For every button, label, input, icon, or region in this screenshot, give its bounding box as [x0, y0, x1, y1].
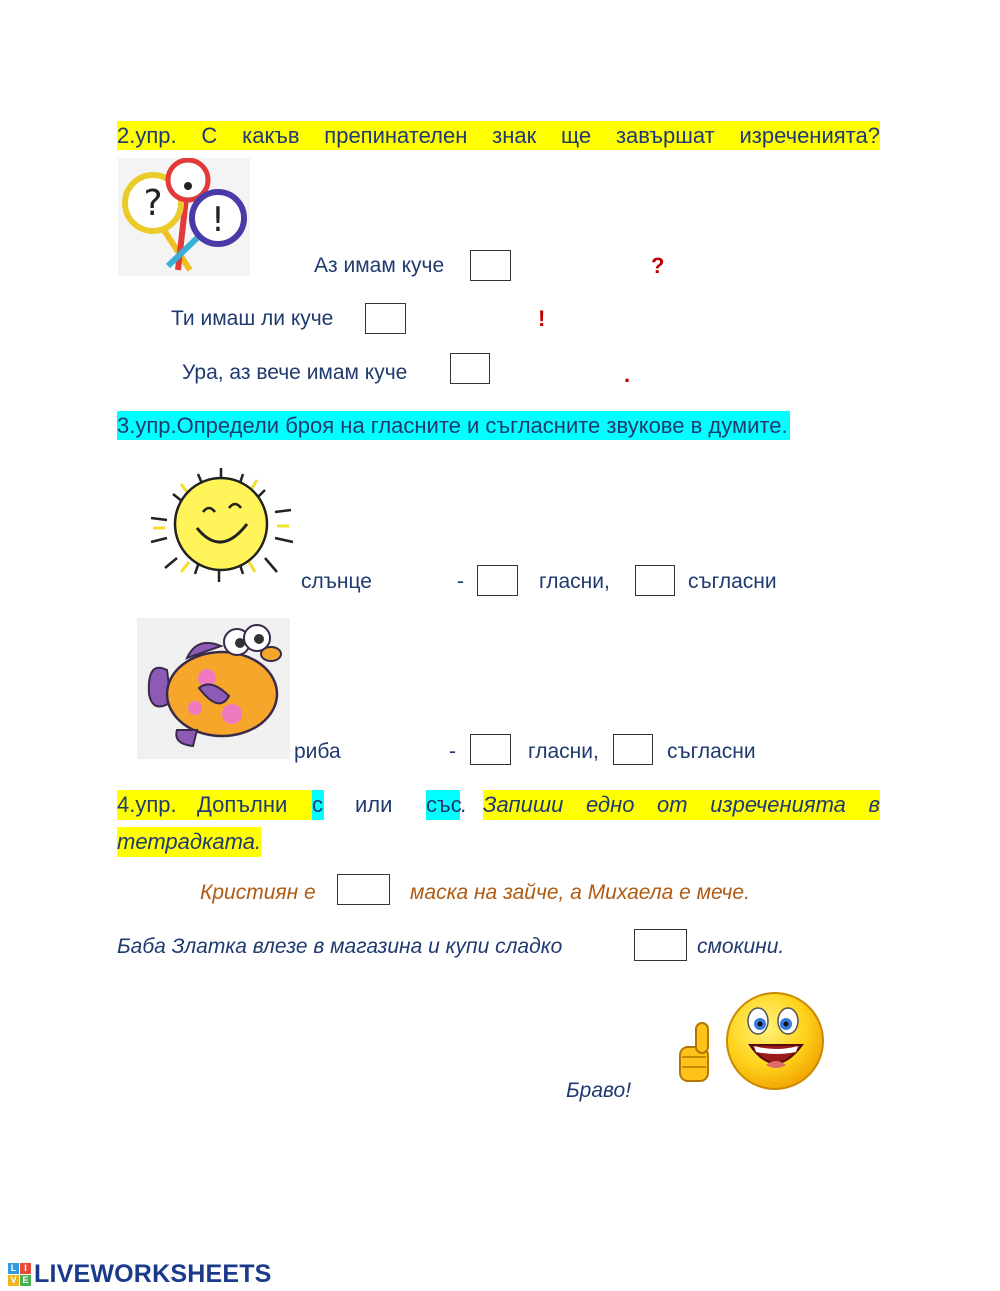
ex4-title-line-1 — [117, 790, 880, 820]
ex2-title — [117, 121, 880, 150]
svg-text:?: ? — [143, 183, 163, 224]
logo-letter: V — [8, 1275, 19, 1286]
thumbs-up-smiley-image — [670, 985, 874, 1103]
ex2-mark-question[interactable]: ? — [651, 253, 665, 278]
ex4-answer-box-1[interactable] — [337, 874, 390, 905]
ex3-vowels-label-2: гласни, — [528, 740, 599, 763]
ex2-title-word: ще — [561, 123, 592, 148]
ex3-consonants-label-2: съгласни — [667, 740, 756, 763]
ex3-vowels-label-1: гласни, — [539, 570, 610, 593]
ex4-or: или — [355, 792, 393, 817]
ex2-sentence-2: Ти имаш ли куче — [171, 307, 334, 330]
ex2-answer-box-1[interactable] — [470, 250, 511, 281]
ex3-consonants-box-1[interactable] — [635, 565, 675, 596]
ex4-sentence-2-before: Баба Златка влезе в магазина и купи сладко — [117, 935, 563, 958]
ex2-sentence-3: Ура, аз вече имам куче — [182, 361, 408, 384]
svg-text:!: ! — [211, 200, 225, 240]
ex2-mark-period[interactable]: . — [624, 362, 631, 387]
punctuation-paddles-image — [118, 158, 250, 276]
bravo-text: Браво! — [566, 1079, 632, 1102]
ex2-answer-box-2[interactable] — [365, 303, 406, 334]
logo-letter: I — [20, 1263, 31, 1274]
ex4-sentence-2-after: смокини. — [697, 935, 785, 958]
liveworksheets-logo[interactable] — [8, 1261, 272, 1287]
ex2-title-word: 2.упр. — [117, 123, 177, 148]
ex3-vowels-box-1[interactable] — [477, 565, 518, 596]
ex4-instr-word: Запиши — [483, 792, 564, 817]
ex2-title-word: препинателен — [324, 123, 468, 148]
ex4-instr-word: едно — [585, 792, 635, 817]
ex3-word-1: слънце — [301, 570, 372, 593]
ex3-title: 3.упр.Определи броя на гласните и съгласните звукове в думите. — [117, 413, 788, 438]
ex2-sentence-1: Аз имам куче — [314, 254, 445, 277]
ex4-instruction — [483, 790, 880, 820]
ex4-sentence-1-after: маска на зайче, а Михаела е мече. — [410, 881, 750, 904]
ex2-title-word: завършат — [615, 123, 715, 148]
ex4-instr-word: изреченията — [710, 792, 846, 817]
ex3-dash-2: - — [449, 740, 456, 763]
ex2-answer-box-3[interactable] — [450, 353, 490, 384]
ex4-answer-box-2[interactable] — [634, 929, 687, 961]
ex4-instr-word: от — [657, 792, 688, 817]
logo-letter: E — [20, 1275, 31, 1286]
logo-icon — [8, 1263, 31, 1286]
ex2-title-word: знак — [492, 123, 537, 148]
ex2-title-word: какъв — [242, 123, 300, 148]
ex4-label-verb: Допълни — [197, 792, 288, 817]
ex3-dash-1: - — [457, 570, 464, 593]
ex2-title-word: изреченията? — [739, 123, 880, 148]
logo-text: LIVEWORKSHEETS — [34, 1259, 272, 1288]
ex3-consonants-box-2[interactable] — [613, 734, 653, 765]
ex4-title-line-2: тетрадката. — [117, 827, 261, 857]
ex3-vowels-box-2[interactable] — [470, 734, 511, 765]
ex4-sentence-1-before: Кристиян е — [200, 881, 316, 904]
ex4-instr-word: в — [868, 792, 880, 817]
sun-image — [143, 462, 298, 592]
ex3-word-2: риба — [294, 740, 341, 763]
ex4-dot: . — [461, 792, 468, 817]
ex3-consonants-label-1: съгласни — [688, 570, 777, 593]
ex4-label — [117, 790, 313, 820]
ex4-option-s: с — [312, 790, 324, 820]
logo-letter: L — [8, 1263, 19, 1274]
ex2-title-word: С — [201, 123, 218, 148]
ex4-label-num: 4.упр. — [117, 792, 177, 817]
fish-image — [137, 618, 290, 759]
ex4-option-sas: със — [426, 790, 460, 820]
ex2-mark-exclamation[interactable]: ! — [538, 306, 546, 331]
